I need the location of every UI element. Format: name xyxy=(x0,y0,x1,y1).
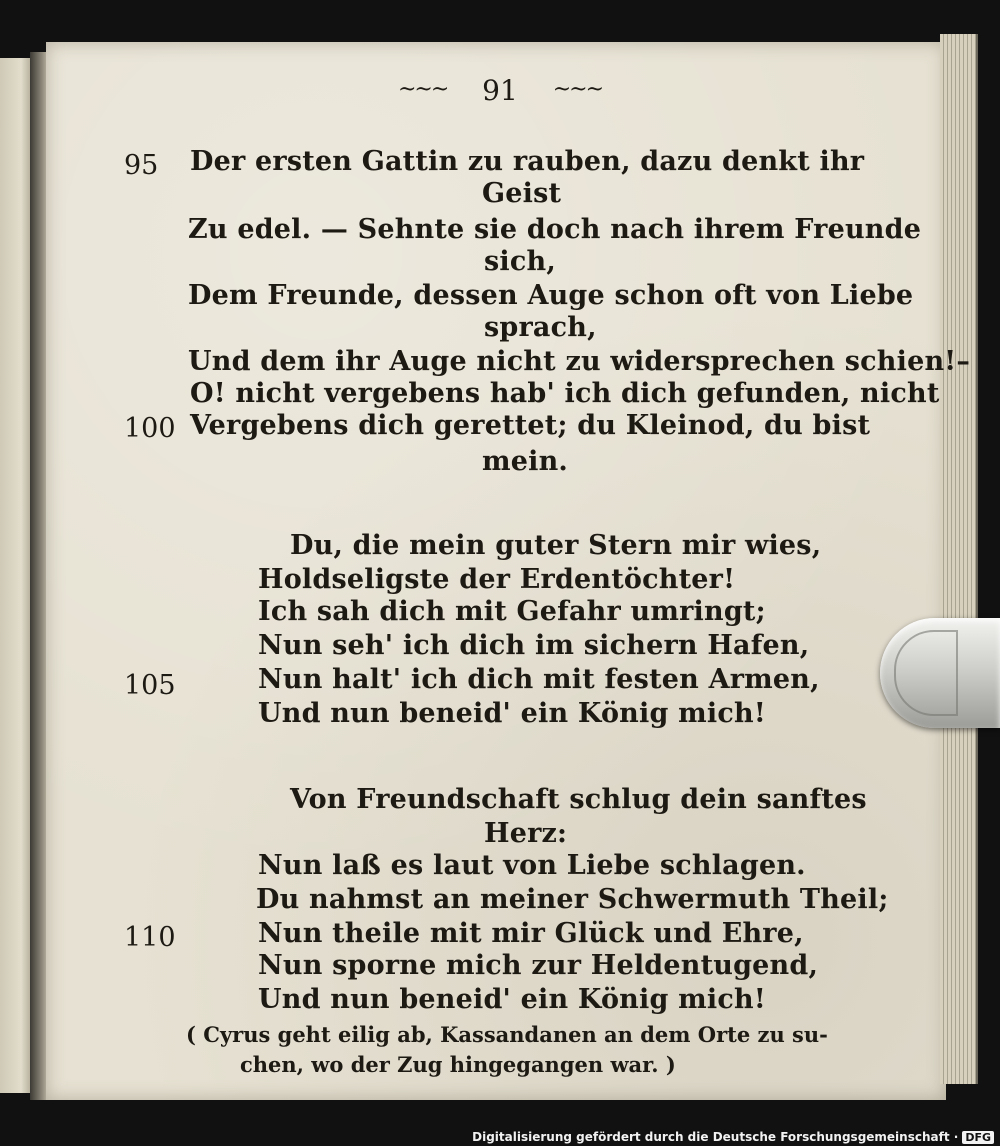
text-line: Nun theile mit mir Glück und Ehre, xyxy=(258,918,804,949)
verse-number: 110 xyxy=(124,922,176,953)
text-line: Ich sah dich mit Gefahr umringt; xyxy=(258,596,766,627)
digitization-credit xyxy=(472,1130,994,1144)
text-line: Von Freundschaft schlug dein sanftes xyxy=(290,784,867,815)
credit-text: Digitalisierung gefördert durch die Deutsche Forschungsgemeinschaft · xyxy=(472,1130,959,1144)
text-line: Nun laß es laut von Liebe schlagen. xyxy=(258,850,806,881)
text-line: Du nahmst an meiner Schwermuth Theil; xyxy=(256,884,889,915)
previous-page-edge xyxy=(0,58,32,1093)
text-line: O! nicht vergebens hab' ich dich gefunden, nicht xyxy=(190,378,940,409)
text-line: Nun seh' ich dich im sichern Hafen, xyxy=(258,630,810,661)
text-line: Vergebens dich gerettet; du Kleinod, du bist xyxy=(190,410,871,441)
text-line: sprach, xyxy=(484,312,597,343)
text-line: Zu edel. — Sehnte sie doch nach ihrem Freunde xyxy=(188,214,922,245)
text-line: Nun halt' ich dich mit festen Armen, xyxy=(258,664,820,695)
text-line: Und dem ihr Auge nicht zu widersprechen schien!– xyxy=(188,346,971,377)
page-number: 91 xyxy=(482,74,518,107)
verse-number: 100 xyxy=(124,413,176,444)
page-edges xyxy=(940,34,978,1084)
verse-number: 105 xyxy=(124,670,176,701)
text-line: Holdseligste der Erdentöchter! xyxy=(258,564,736,595)
verse-number: 95 xyxy=(124,150,159,181)
text-line: sich, xyxy=(484,246,556,277)
page-holder-clip xyxy=(880,618,1000,728)
text-line: Herz: xyxy=(484,818,568,849)
text-line: mein. xyxy=(482,446,569,477)
text-line: Du, die mein guter Stern mir wies, xyxy=(290,530,822,561)
text-line: Der ersten Gattin zu rauben, dazu denkt ihr xyxy=(190,146,865,177)
stage-direction-line: ( Cyrus geht eilig ab, Kassandanen an dem Orte zu su- xyxy=(186,1022,828,1047)
header-ornament-left: ~~~ xyxy=(397,77,448,102)
stage-direction-line: chen, wo der Zug hingegangen war. ) xyxy=(240,1052,676,1077)
dfg-logo: DFG xyxy=(962,1131,994,1144)
text-line: Und nun beneid' ein König mich! xyxy=(258,698,766,729)
text-line: Nun sporne mich zur Heldentugend, xyxy=(258,950,819,981)
text-line: Dem Freunde, dessen Auge schon oft von Liebe xyxy=(188,280,914,311)
page-header xyxy=(0,74,1000,107)
text-line: Und nun beneid' ein König mich! xyxy=(258,984,766,1015)
text-line: Geist xyxy=(482,178,562,209)
header-ornament-right: ~~~ xyxy=(552,77,603,102)
